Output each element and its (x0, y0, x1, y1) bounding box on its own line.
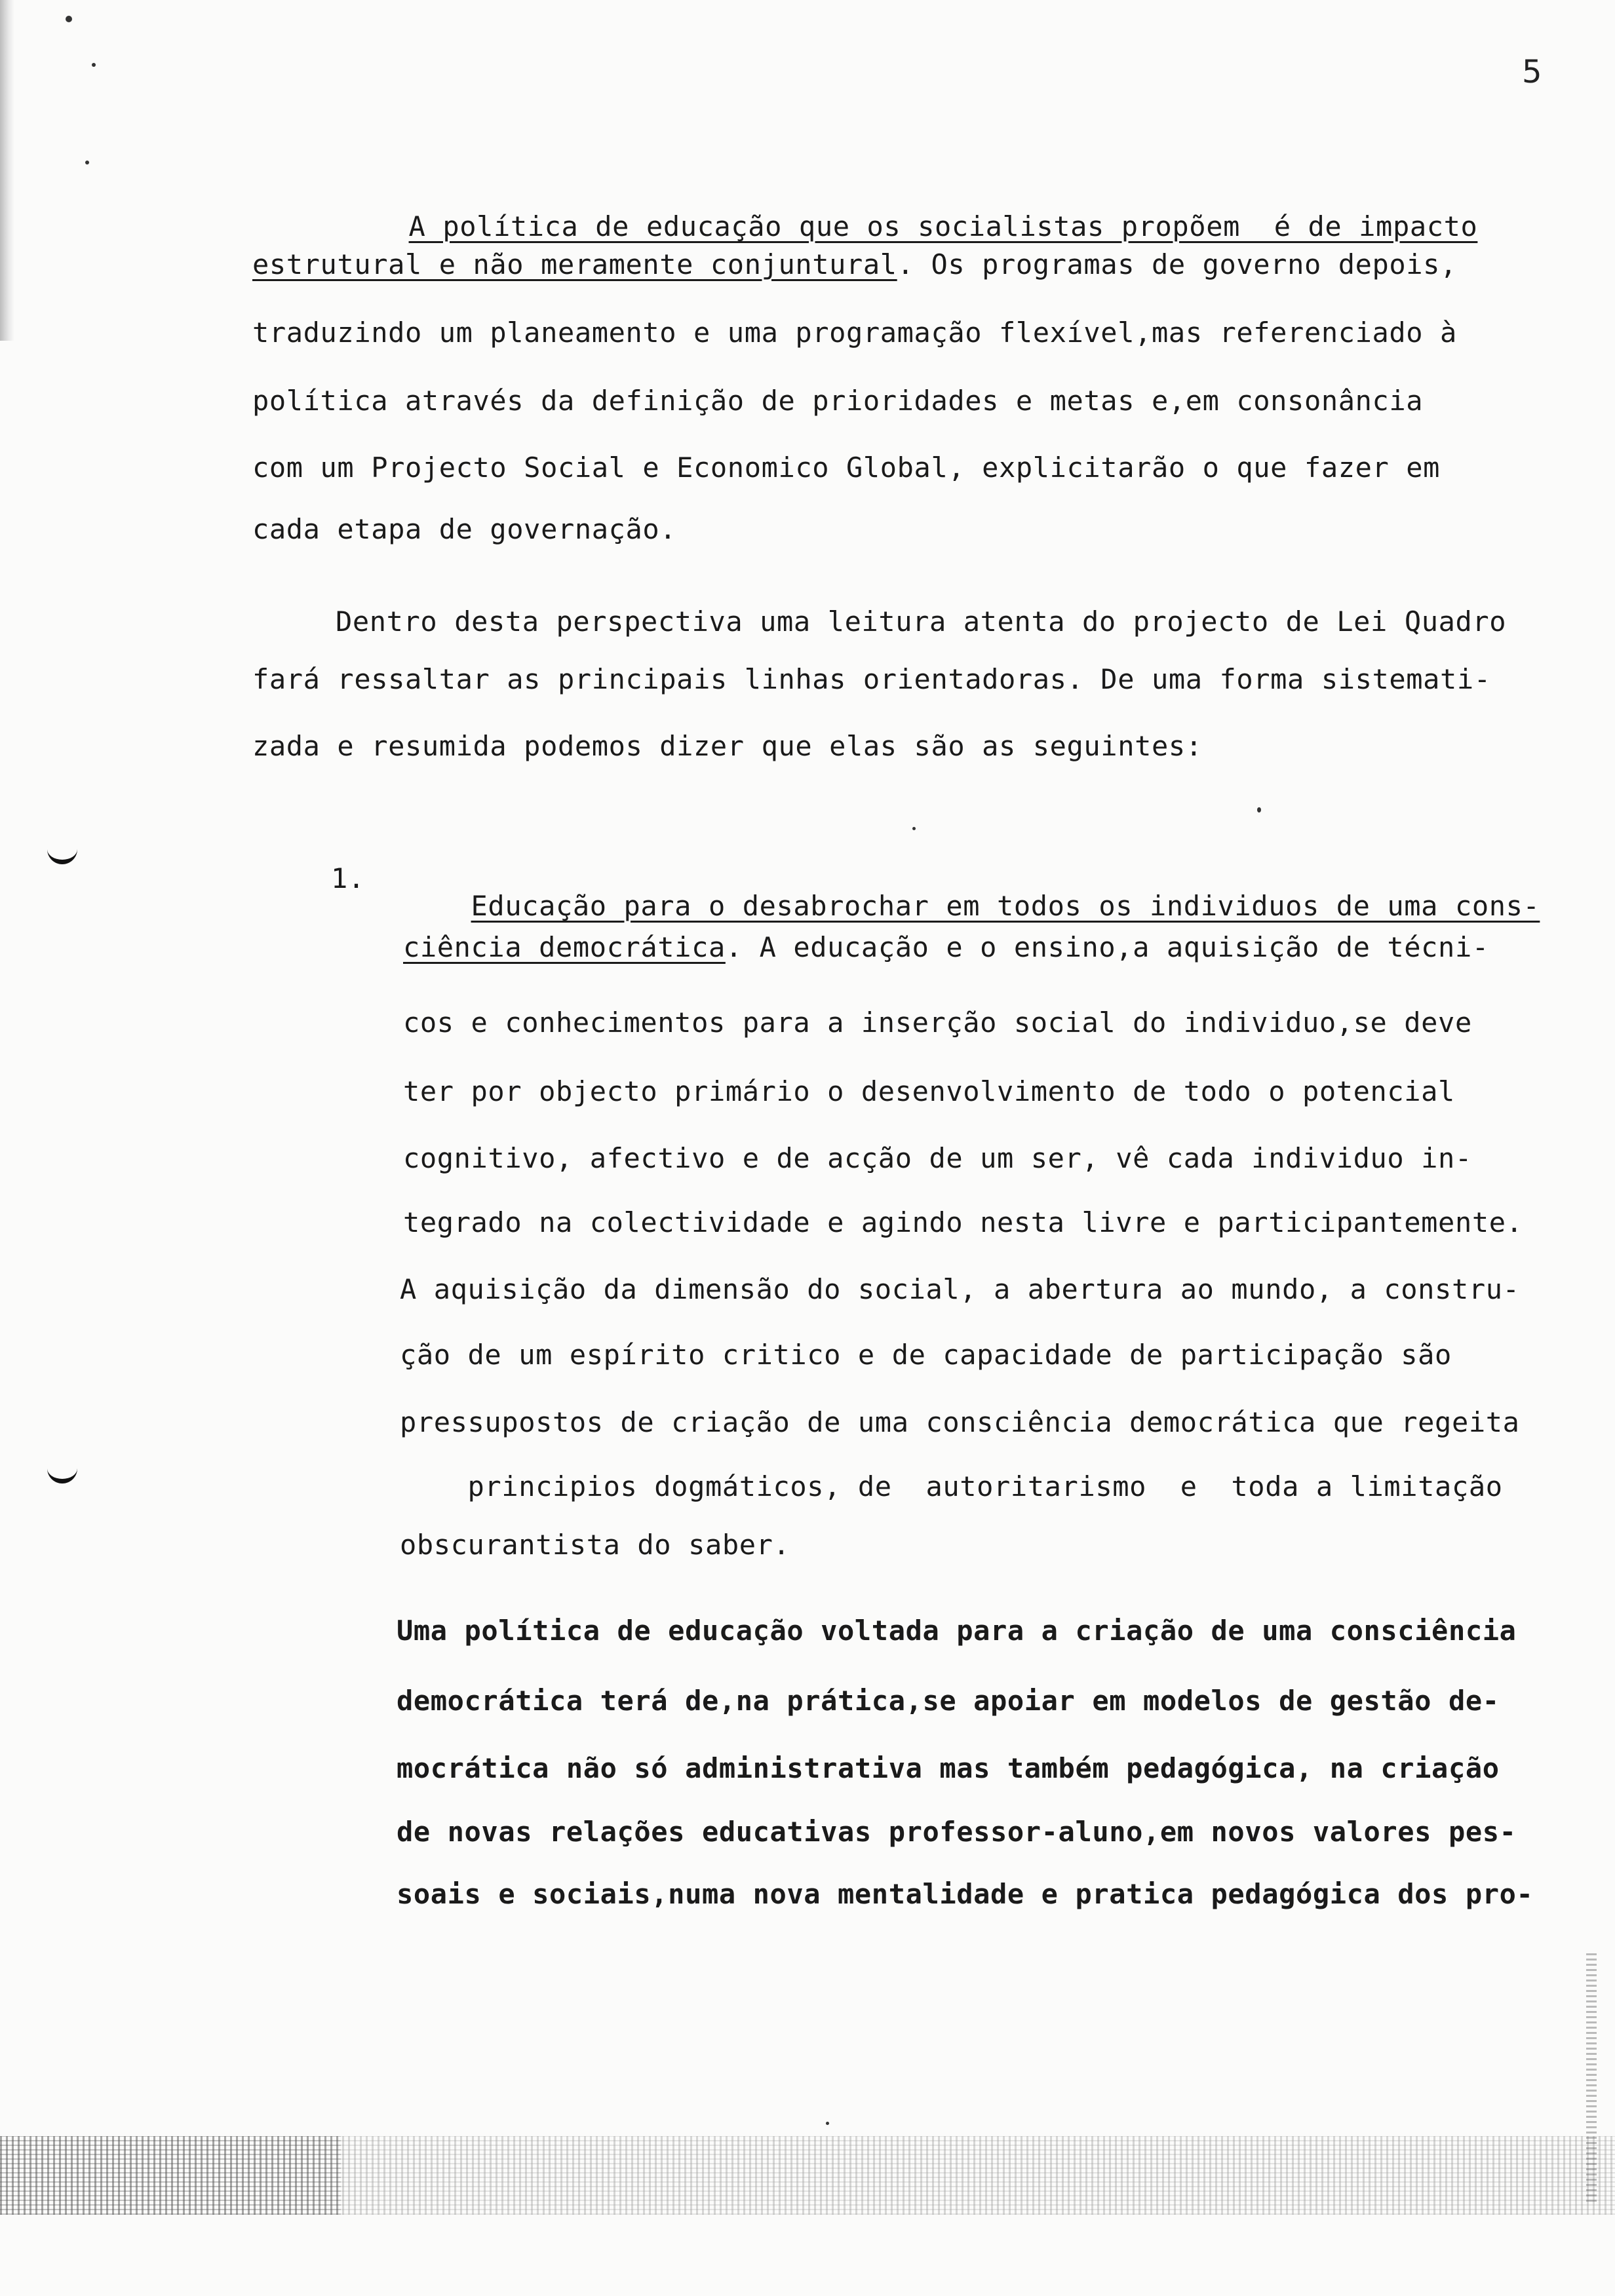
item1-heading-underlined: Educação para o desabrochar em todos os individuos de uma cons- (471, 890, 1540, 922)
paragraph1-line1-text: A política de educação que os socialistas propõem é de impacto (408, 210, 1478, 242)
item1-line2-rest: . A educação e o ensino,a aquisição de técni- (725, 931, 1489, 963)
paragraph1-line3: traduzindo um planeamento e uma programação flexível,mas referenciado à (252, 316, 1457, 349)
paragraph2-line1: Dentro desta perspectiva uma leitura atenta do projecto de Lei Quadro (336, 605, 1507, 638)
item1-line11: obscurantista do saber. (400, 1529, 790, 1561)
paragraph3-line2: democrática terá de,na prática,se apoiar em modelos de gestão de- (397, 1685, 1500, 1717)
paragraph3-line3: mocrática não só administrativa mas também pedagógica, na criação (397, 1752, 1500, 1784)
paragraph1-line5: com um Projecto Social e Economico Global, explicitarão o que fazer em (252, 451, 1441, 484)
paragraph1-line4: política através da definição de prioridades e metas e,em consonância (252, 385, 1424, 417)
paragraph2-line2: fará ressaltar as principais linhas orientadoras. De uma forma sistemati- (252, 663, 1491, 695)
scan-speck (1257, 807, 1261, 813)
item1-line9: pressupostos de criação de uma consciência democrática que regeita (400, 1406, 1520, 1438)
scan-right-edge-noise (1586, 1953, 1597, 2202)
paragraph1-line2-rest: . Os programas de governo depois, (897, 248, 1457, 280)
item1-line6: tegrado na colectividade e agindo nesta livre e participantemente. (403, 1206, 1523, 1238)
paragraph3-line5: soais e sociais,numa nova mentalidade e pratica pedagógica dos pro- (397, 1878, 1534, 1910)
item1-line7: A aquisição da dimensão do social, a abertura ao mundo, a constru- (400, 1273, 1520, 1305)
item1-line8: ção de um espírito critico e de capacidade de participação são (400, 1339, 1452, 1371)
paragraph3-line1: Uma política de educação voltada para a criação de uma consciência (397, 1615, 1517, 1647)
item1-line5: cognitivo, afectivo e de acção de um ser, vê cada individuo in- (403, 1142, 1472, 1174)
item1-line2 (403, 931, 1489, 963)
item1-line10: principios dogmáticos, de autoritarismo e toda a limitação (400, 1470, 1503, 1502)
item1-line3: cos e conhecimentos para a inserção social do individuo,se deve (403, 1006, 1472, 1039)
binder-hole-mark-lower (47, 1464, 77, 1483)
paragraph1-line2 (252, 248, 1457, 280)
scan-speck (66, 16, 72, 22)
binder-hole-mark-upper (47, 845, 77, 864)
list-item-number: 1. (331, 862, 365, 894)
scan-speck (912, 827, 916, 830)
scan-bottom-noise-dark (0, 2136, 341, 2215)
scan-speck (826, 2122, 829, 2125)
scan-speck (85, 161, 89, 164)
paragraph1-underlined-phrase: estrutural e não meramente conjuntural (252, 248, 897, 280)
paragraph1-line6: cada etapa de governação. (252, 513, 677, 545)
page-number: 5 (1522, 54, 1542, 90)
item1-line4: ter por objecto primário o desenvolvimento de todo o potencial (403, 1075, 1455, 1107)
scan-left-edge-shadow (0, 0, 14, 341)
item1-underlined-phrase: ciência democrática (403, 931, 726, 963)
paragraph2-line3: zada e resumida podemos dizer que elas são as seguintes: (252, 730, 1203, 762)
paragraph3-line4: de novas relações educativas professor-aluno,em novos valores pes- (397, 1816, 1517, 1848)
scan-speck (92, 63, 96, 67)
